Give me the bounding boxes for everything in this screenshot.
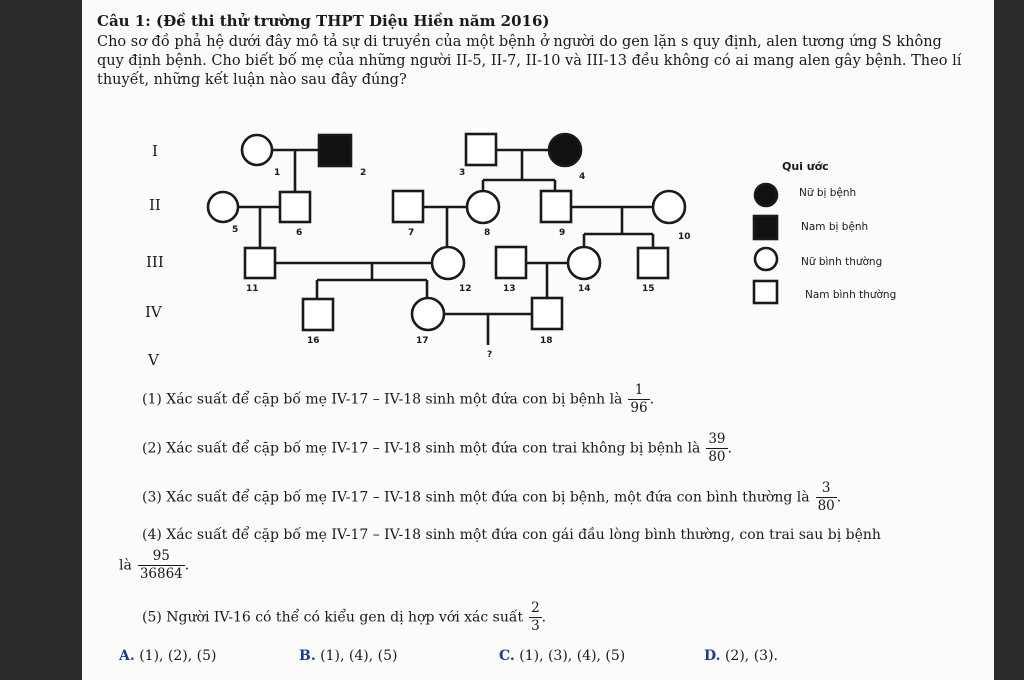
individual-7-male-normal [393, 191, 423, 222]
question-title: Câu 1: (Đề thi thử trường THPT Diệu Hiền năm 2016) [97, 12, 550, 30]
legend-filled-circle-icon [755, 184, 777, 206]
individual-17-female-normal [412, 298, 444, 330]
pedigree-chart [82, 0, 994, 380]
individual-label-13: 13 [503, 284, 516, 294]
individual-11-male-normal [245, 248, 275, 278]
statement-4-numerator: 95 [152, 548, 170, 564]
individual-label-16: 16 [307, 336, 320, 346]
individual-label-18: 18 [540, 336, 553, 346]
individual-label-11: 11 [246, 284, 259, 294]
individual-label-7: 7 [408, 228, 415, 238]
generation-label-3: III [146, 253, 164, 271]
statement-1-tail: . [649, 391, 655, 408]
individual-3-male-normal [466, 134, 496, 165]
statement-5-tail: . [541, 609, 547, 626]
option-d-letter: D. [704, 648, 721, 664]
individual-label-2: 2 [360, 168, 367, 178]
option-c-letter: C. [499, 648, 515, 664]
individual-12-female-normal [432, 247, 464, 279]
individual-18-male-normal [532, 298, 562, 329]
question-text: Cho sơ đồ phả hệ dưới đây mô tả sự di truyền của một bệnh ở người do gen lặn s quy định, alen tương ứng S không quy định bệnh. Cho biết bố mẹ của những người II-5, II-7, II-10 và III-13 đều không có ai mang alen gây bệnh. Theo lí thuyết, những kết luận nào sau đây đúng? [97, 34, 962, 88]
statement-2-tail: . [727, 440, 732, 457]
legend-symbols [754, 184, 777, 303]
option-d[interactable] [704, 648, 778, 664]
individual-label-3: 3 [459, 168, 466, 178]
statement-5-denominator: 3 [531, 618, 540, 634]
legend-label-normal-male: Nam bình thường [805, 289, 897, 301]
statement-1-denominator: 96 [630, 400, 648, 416]
option-c-text: (1), (3), (4), (5) [519, 648, 626, 664]
individual-16-male-normal [303, 299, 333, 330]
individual-1-female-normal [242, 135, 272, 165]
statement-2-denominator: 80 [708, 449, 726, 465]
individual-label-14: 14 [578, 284, 591, 294]
individual-9-male-normal [541, 191, 571, 222]
statement-2-text: (2) Xác suất để cặp bố mẹ IV-17 – IV-18 sinh một đứa con trai không bị bệnh là [142, 440, 701, 457]
statement-4-text: (4) Xác suất để cặp bố mẹ IV-17 – IV-18 sinh một đứa con gái đầu lòng bình thường, con trai sau bị bệnh [142, 527, 881, 543]
individual-13-male-normal [496, 247, 526, 278]
individual-label-9: 9 [559, 228, 566, 238]
statement-5 [142, 600, 546, 635]
legend-filled-square-icon [754, 216, 777, 239]
unknown-child-label: ? [487, 350, 493, 360]
statement-1 [142, 382, 654, 417]
option-a[interactable] [119, 648, 217, 664]
option-d-text: (2), (3). [724, 648, 778, 664]
individual-label-5: 5 [232, 225, 239, 235]
statement-5-text: (5) Người IV-16 có thể có kiểu gen dị hợp với xác suất [142, 609, 524, 626]
statement-4-continuation [119, 548, 189, 583]
question-page [82, 0, 994, 680]
statement-1-numerator: 1 [634, 382, 644, 398]
statement-4-tail: . [184, 557, 190, 574]
legend-label-affected-male: Nam bị bệnh [801, 221, 869, 233]
statement-1-text: (1) Xác suất để cặp bố mẹ IV-17 – IV-18 sinh một đứa con bị bệnh là [142, 391, 623, 408]
individual-10-female-normal [653, 191, 685, 223]
generation-label-5: V [148, 351, 159, 369]
legend-label-affected-female: Nữ bị bệnh [799, 187, 857, 199]
individual-label-10: 10 [678, 232, 691, 242]
statement-4 [142, 527, 881, 543]
option-a-letter: A. [119, 648, 135, 664]
individual-2-male-affected [319, 135, 351, 166]
generation-label-4: IV [145, 303, 162, 321]
statement-1-fraction [628, 382, 649, 417]
option-b-letter: B. [299, 648, 316, 664]
legend-open-square-icon [754, 281, 777, 303]
individual-5-female-normal [208, 192, 238, 222]
individual-label-17: 17 [416, 336, 429, 346]
statement-5-fraction [529, 600, 542, 635]
statement-2-fraction [706, 431, 727, 466]
individual-label-12: 12 [459, 284, 472, 294]
individual-8-female-normal [467, 191, 499, 223]
individual-label-4: 4 [579, 172, 586, 182]
legend-label-normal-female: Nữ bình thường [801, 256, 883, 268]
statement-3-fraction [816, 480, 837, 515]
statement-3-numerator: 3 [821, 480, 831, 496]
statement-5-numerator: 2 [531, 600, 540, 616]
statement-3 [142, 480, 841, 515]
option-a-text: (1), (2), (5) [139, 648, 217, 664]
option-b-text: (1), (4), (5) [320, 648, 398, 664]
option-b[interactable] [299, 648, 397, 664]
individual-15-male-normal [638, 248, 668, 278]
statement-3-text: (3) Xác suất để cặp bố mẹ IV-17 – IV-18 sinh một đứa con bị bệnh, một đứa con bình thường là [142, 489, 810, 506]
option-c[interactable] [499, 648, 625, 664]
statement-4-cont: là [119, 557, 132, 574]
individual-label-1: 1 [274, 168, 281, 178]
individual-label-15: 15 [642, 284, 655, 294]
individual-label-8: 8 [484, 228, 491, 238]
statement-3-denominator: 80 [817, 498, 835, 514]
generation-label-1: I [152, 142, 158, 160]
statement-2 [142, 431, 732, 466]
generation-label-2: II [149, 196, 161, 214]
statement-4-fraction [138, 548, 185, 583]
individual-4-female-affected [549, 134, 581, 166]
legend-title: Qui ước [782, 160, 829, 173]
individual-6-male-normal [280, 192, 310, 222]
statement-3-tail: . [836, 489, 842, 506]
statement-4-denominator: 36864 [139, 566, 183, 582]
individual-14-female-normal [568, 247, 600, 279]
legend-open-circle-icon [755, 248, 777, 270]
statement-2-numerator: 39 [708, 431, 726, 447]
individual-label-6: 6 [296, 228, 303, 238]
